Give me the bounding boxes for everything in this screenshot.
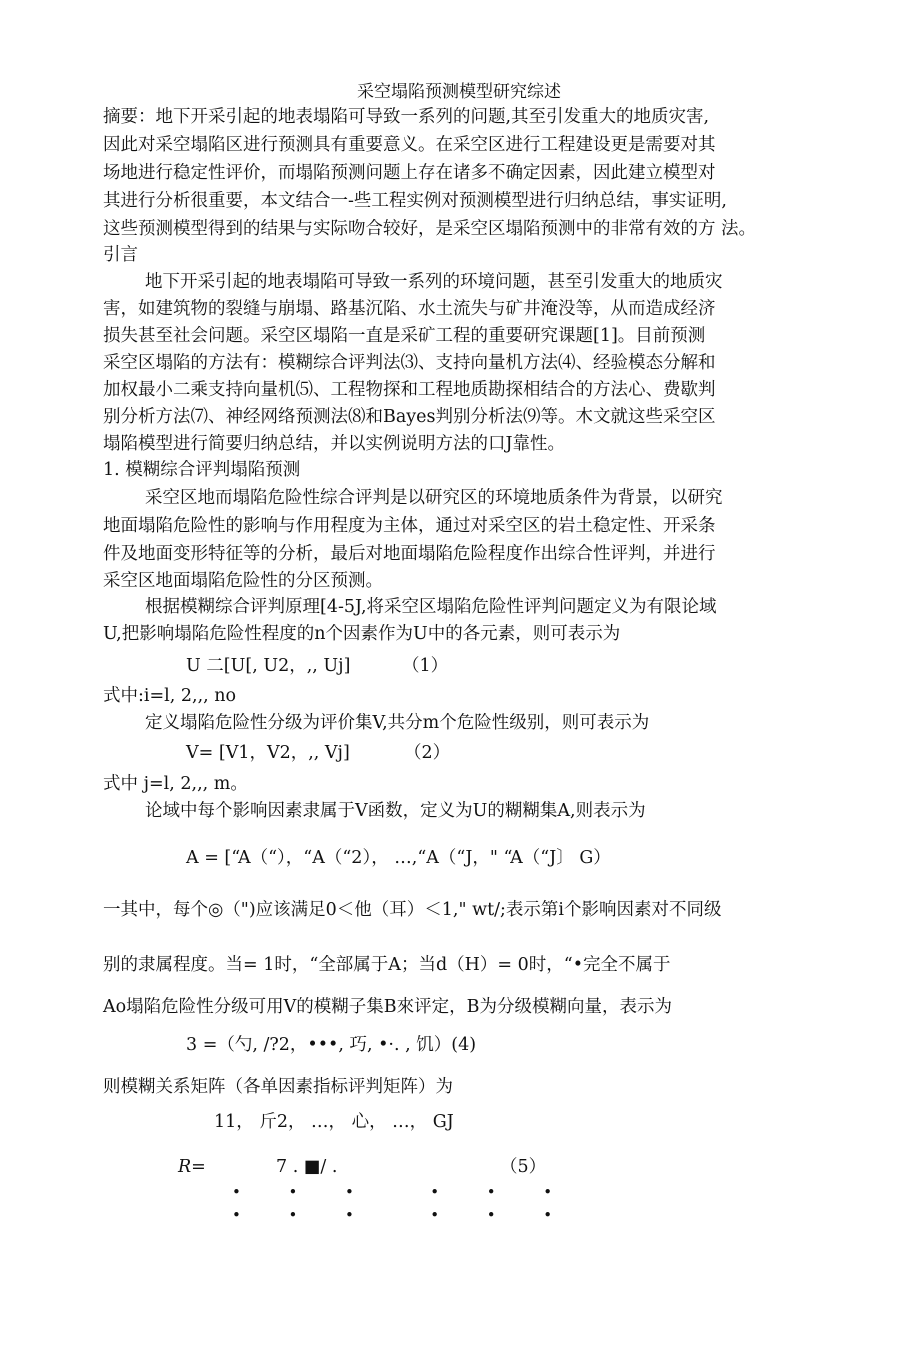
equation-5-number: （5） xyxy=(500,1157,547,1177)
text-line: 定义塌陷危险性分级为评价集V,共分m个危险性级别，则可表示为 xyxy=(145,713,650,733)
section-heading: 1. 模糊综合评判塌陷预测 xyxy=(103,460,301,480)
equation-1-where: 式中:i=l, 2,,, no xyxy=(103,686,237,706)
matrix-dots-row: • • • • • • xyxy=(232,1206,553,1224)
intro-line: 别分析方法⑺、神经网络预测法⑻和Bayes判别分析法⑼等。木文就这些采空区 xyxy=(103,407,716,427)
abstract-line: 其进行分析很重要，本文结合一-些工程实例对预测模型进行归纳总结，事实证明, xyxy=(103,191,727,211)
intro-line: 害，如建筑物的裂缝与崩塌、路基沉陷、水土流失与矿井淹没等，从而造成经济 xyxy=(103,299,716,319)
intro-line: 损失甚至社会问题。采空区塌陷一直是采矿工程的重要研究课题[1]。目前预测 xyxy=(103,326,706,346)
section1-line: 根据模糊综合评判原理[4-5J,将采空区塌陷危险性评判问题定义为有限论域 xyxy=(145,597,717,617)
equation-3: A = [“A（“），“A（“2）， …,“A（“J，" “A（“J〕 G） xyxy=(186,848,611,868)
equation-2: V= [V1，V2，,, Vj] xyxy=(186,743,350,763)
equation-4: 3 =（勺, /?2，•••, 巧, •·. , 饥）(4) xyxy=(186,1035,477,1055)
equation-1-number: （1） xyxy=(402,656,449,676)
abstract-line: 摘要：地下开采引起的地表塌陷可导致一系列的问题,其至引发重大的地质灾害, xyxy=(103,107,710,127)
intro-line: 塌陷模型进行简要归纳总结，并以实例说明方法的口J靠性。 xyxy=(103,434,566,454)
text-line: Ao塌陷危险性分级可用V的模糊子集B來评定，B为分级模糊向量，表示为 xyxy=(103,997,673,1017)
matrix-label: R= xyxy=(178,1157,206,1177)
matrix-dots-row: • • • • • • xyxy=(232,1183,553,1201)
intro-heading: 引言 xyxy=(103,245,138,265)
matrix-row: 7 . ■/ . xyxy=(276,1157,338,1177)
section1-line: 件及地面变形特征等的分析，最后对地面塌陷危险程度作出综合性评判，并进行 xyxy=(103,544,716,564)
intro-line: 地下开采引起的地表塌陷可导致一系列的环境问题，甚至引发重大的地质灾 xyxy=(145,272,723,292)
abstract-line: 这些预测模型得到的结果与实际吻合较好，是采空区塌陷预测中的非常有效的方 法。 xyxy=(103,219,757,239)
section1-line: 采空区地而塌陷危险性综合评判是以研究区的环境地质条件为背景，以研究 xyxy=(145,488,723,508)
text-line: 则模糊关系矩阵（各单因素指标评判矩阵）为 xyxy=(103,1077,453,1097)
abstract-line: 场地进行稳定性评价，而塌陷预测问题上存在诸多不确定因素，因此建立模型对 xyxy=(103,163,716,183)
text-line: 一其中，每个◎（")应该满足0＜他（耳）＜1," wt/;表示第i个影响因素对不同级 xyxy=(103,900,722,920)
intro-line: 加权最小二乘支持向量机⑸、工程物探和工程地质勘探相结合的方法心、费歇判 xyxy=(103,380,716,400)
section1-line: 采空区地面塌陷危险性的分区预测。 xyxy=(103,571,383,591)
equation-2-number: （2） xyxy=(404,743,451,763)
intro-line: 采空区塌陷的方法有：模糊综合评判法⑶、支持向量机方法⑷、经验模态分解和 xyxy=(103,353,716,373)
section1-line: 地面塌陷危险性的影响与作用程度为主体，通过对采空区的岩土稳定性、开采条 xyxy=(103,516,716,536)
abstract-line: 因此对采空塌陷区进行预测具有重要意义。在采空区进行工程建设更是需要对其 xyxy=(103,135,716,155)
text-line: 别的隶属程度。当= 1时，“全部属于A；当d（H）= 0时，“•完全不属于 xyxy=(103,955,671,975)
matrix-row: 11， 斤2， …， 心， …， GJ xyxy=(214,1112,454,1132)
document-title: 采空塌陷预测模型研究综述 xyxy=(357,82,561,102)
text-line: 论域中每个影响因素隶属于V函数，定义为U的糊糊集A,则表示为 xyxy=(145,801,646,821)
equation-2-where: 式中 j=l, 2,,, m。 xyxy=(103,774,248,794)
equation-1: U 二[U[, U2，,, Uj] xyxy=(186,656,351,676)
section1-line: U,把影响塌陷危险性程度的n个因素作为U中的各元素，则可表示为 xyxy=(103,624,621,644)
